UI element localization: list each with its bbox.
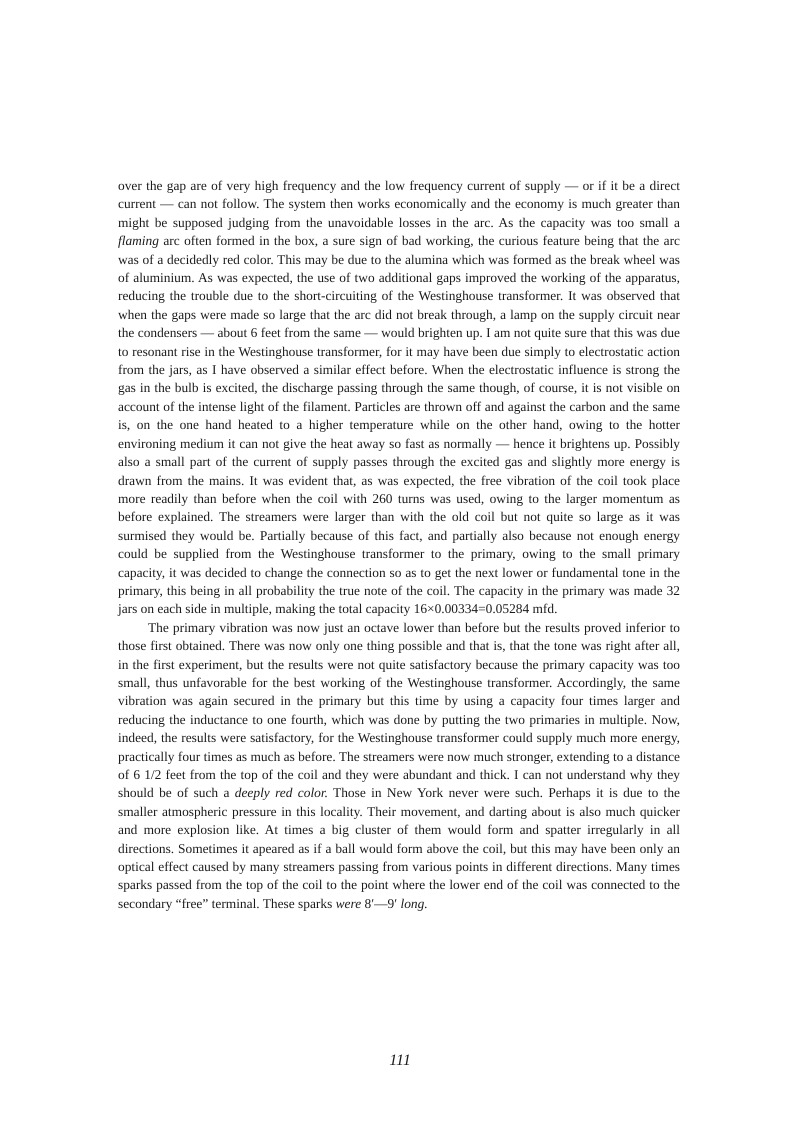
text-run: Those in New York never were such. Perhaps it is due to the smaller atmospheric pressure in this locality. Their movement, and darting about is also much quicker and more explosion like. At times a big cluster of them would form and spatter irregularly in all directions. Sometimes it apeared as if a ball would form above the coil, but this may have been only an optical effect caused by many streamers passing from various points in different directions. Many times sparks passed from the top of the coil to the point where the lower end of the coil was connected to the secondary “free” terminal. These sparks (118, 785, 680, 911)
paragraph (118, 177, 680, 619)
italic-text: deeply red color. (234, 785, 328, 801)
italic-text: long. (400, 895, 428, 911)
paragraph-list (118, 177, 680, 913)
paragraph (118, 619, 680, 914)
text-run: arc often formed in the box, a sure sign of bad working, the curious feature being that the arc was of a decidedly red color. This may be due to the alumina which was formed as the break wheel was of aluminium. As was expected, the use of two additional gaps improved the working of the apparatus, reducing the trouble due to the short-circuiting of the Westinghouse transformer. It was observed that when the gaps were made so large that the arc did not break through, a lamp on the supply circuit near the condensers — about 6 feet from the same — would brighten up. I am not quite sure that this was due to resonant rise in the Westinghouse transformer, for it may have been due simply to electrostatic action from the jars, as I have observed a similar effect before. When the electrostatic influence is strong the gas in the bulb is excited, the discharge passing through the same though, of course, it is not visible on account of the intense light of the filament. Particles are thrown off and against the carbon and the same is, on the one hand heated to a higher temperature while on the other hand, owing to the hotter environing medium it can not give the heat away so fast as normally — hence it brightens up. Possibly also a small part of the current of supply passes through the excited gas and slightly more energy is drawn from the mains. It was evident that, as was expected, the free vibration of the coil took place more readily than before when the coil with 260 turns was used, owing to the larger momentum as before explained. The streamers were larger than with the old coil but not quite so large as it was surmised they would be. Partially because of this fact, and partially also because not enough energy could be supplied from the Westinghouse transformer to the primary, owing to the small primary capacity, it was decided to change the connection so as to get the next lower or fundamental tone in the primary, this being in all probability the true note of the coil. The capacity in the primary was made 32 jars on each side in multiple, making the total capacity 16×0.00334=0.05284 mfd. (118, 233, 680, 617)
italic-text: were (335, 895, 362, 911)
text-run: The primary vibration was now just an octave lower than before but the results proved inferior to those first obtained. There was now only one thing possible and that is, that the tone was right after all, in the first experiment, but the results were not quite satisfactory because the primary capacity was too small, thus unfavorable for the best working of the Westinghouse transformer. Accordingly, the same vibration was again secured in the primary but this time by using a capacity four times larger and reducing the inductance to one fourth, which was done by putting the two primaries in multiple. Now, indeed, the results were satisfactory, for the Westinghouse transformer could supply much more energy, practically four times as much as before. The streamers were now much stronger, extending to a distance of 6 1/2 feet from the top of the coil and they were abundant and thick. I can not understand why they should be of such a (118, 619, 680, 801)
italic-text: flaming (118, 233, 159, 249)
text-run: 8′—9′ (361, 895, 401, 911)
page-number: 111 (389, 1052, 411, 1069)
text-run: over the gap are of very high frequency and the low frequency current of supply — or if it be a direct current — can not follow. The system then works economically and the economy is much greater than might be supposed judging from the unavoidable losses in the arc. As the capacity was too small a (118, 178, 680, 230)
page-body (118, 177, 680, 913)
